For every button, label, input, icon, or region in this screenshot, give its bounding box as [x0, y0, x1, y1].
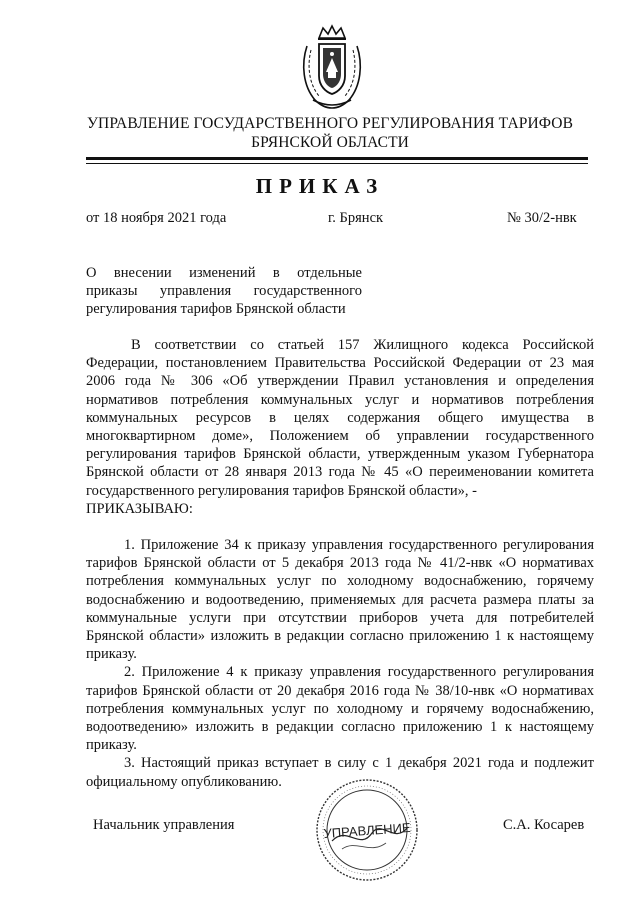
header-rule-thin	[86, 163, 588, 164]
document-title: ПРИКАЗ	[255, 174, 385, 198]
order-word: ПРИКАЗЫВАЮ:	[86, 500, 193, 517]
document-date: от 18 ноября 2021 года	[86, 210, 227, 226]
spacer	[86, 518, 594, 536]
signatory-position: Начальник управления	[93, 817, 235, 833]
official-stamp-icon	[312, 775, 422, 885]
document-body	[86, 336, 594, 791]
item-2-paragraph: 2. Приложение 4 к приказу управления государственного регулирования тарифов Брянской области от 20 декабря 2016 года № 38/10-нвк «О нормативах потребления коммунальных услуг по холодному и горячему водоснабжению, водоотведению» изложить в редакции согласно приложению 1 к настоящему приказу.	[86, 664, 594, 754]
org-line-2: БРЯНСКОЙ ОБЛАСТИ	[251, 134, 409, 151]
subject-line-2: приказы управления государственного	[86, 283, 362, 299]
header-rule-thick	[86, 157, 588, 160]
document-number: № 30/2-нвк	[507, 210, 577, 226]
document-city: г. Брянск	[328, 210, 384, 226]
preamble-paragraph: В соответствии со статьей 157 Жилищного кодекса Российской Федерации, постановлением Правительства Российской Федерации от 23 мая 2006 года № 306 «Об утверждении Правил установления и определения нормативов потребления коммунальных услуг и нормативов потребления коммунальных ресурсов в целях содержания общего имущества в многоквартирном доме», Положением об управлении государственного регулирования тарифов Брянской области, утвержденным указом Губернатора Брянской области от 28 января 2013 года № 45 «О переименовании комитета государственного регулирования тарифов Брянской области», -	[86, 337, 594, 499]
org-line-1: УПРАВЛЕНИЕ ГОСУДАРСТВЕННОГО РЕГУЛИРОВАНИЯ ТАРИФОВ	[86, 115, 574, 132]
subject-line-1: О внесении изменений в отдельные	[86, 265, 362, 281]
organization-name	[60, 114, 600, 152]
coat-of-arms-icon	[297, 24, 367, 110]
signatory-name: С.А. Косарев	[503, 817, 585, 833]
document-subject	[86, 264, 362, 318]
item-1-paragraph: 1. Приложение 34 к приказу управления государственного регулирования тарифов Брянской области от 5 декабря 2013 года № 41/2-нвк «О нормативах потребления коммунальных услуг по холодному водоснабжению, горячему водоснабжению и водоотведению, применяемых для расчета размера платы за коммунальные услуги при отсутствии приборов учета для потребителей Брянской области» изложить в редакции согласно приложению 1 к настоящему приказу.	[86, 537, 594, 663]
subject-line-3: регулирования тарифов Брянской области	[86, 301, 346, 317]
stamp-text: УПРАВЛЕНИЕ	[323, 819, 412, 842]
item-3-paragraph: 3. Настоящий приказ вступает в силу с 1 декабря 2021 года и подлежит официальному опубликованию.	[86, 755, 594, 790]
